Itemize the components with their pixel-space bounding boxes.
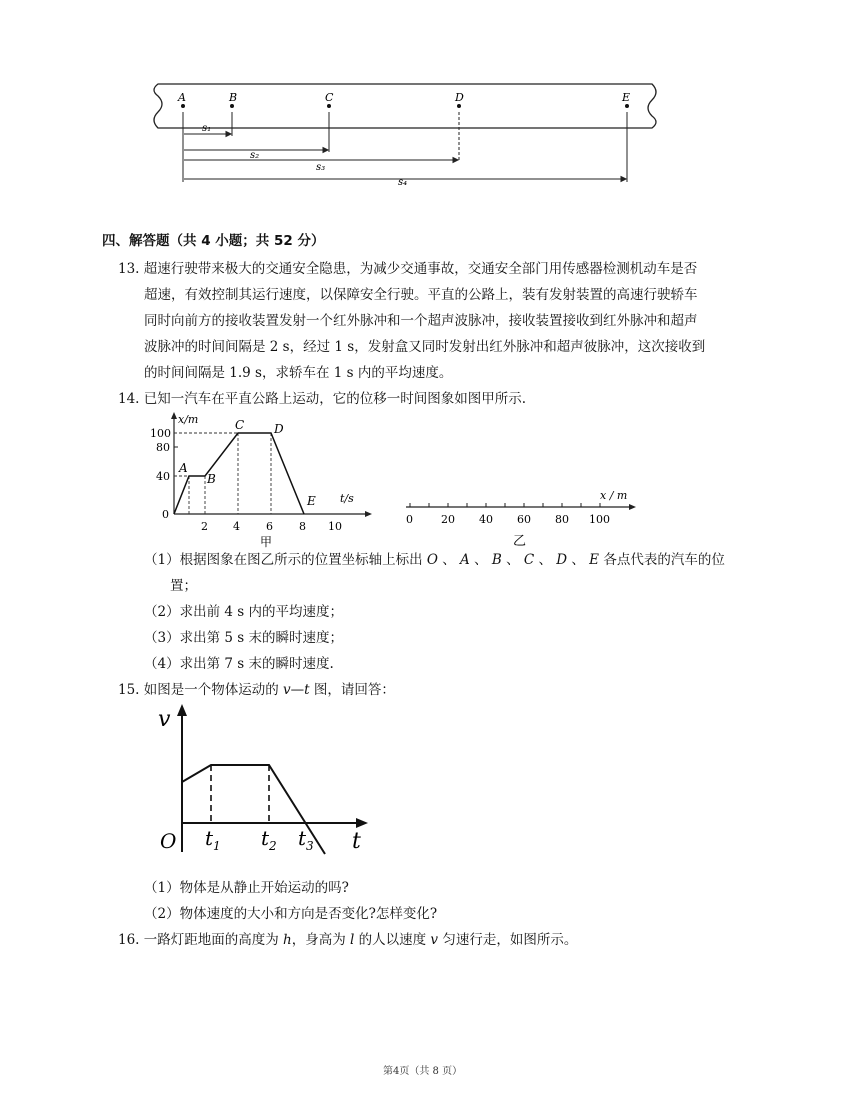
- vt-v-label: v: [158, 707, 171, 732]
- q14-sub-3: （3）求出第 5 s 末的瞬时速度；: [144, 630, 343, 646]
- graph-jia-point-b: B: [207, 472, 216, 486]
- strip-distance-s2: s₂: [250, 150, 260, 161]
- axis-yi-tick-60: 60: [517, 513, 531, 526]
- graph-jia-point-e: E: [307, 494, 316, 508]
- graph-jia-xtick-6: 6: [266, 520, 273, 533]
- graph-jia-ytick-40: 40: [156, 470, 170, 483]
- vt-origin: O: [160, 829, 177, 853]
- graph-jia-ytick-80: 80: [156, 441, 170, 454]
- page-footer: 第4页（共 8 页）: [383, 1066, 463, 1077]
- graph-jia-point-c: C: [235, 418, 245, 432]
- q14-sub-4: （4）求出第 7 s 末的瞬时速度.: [144, 656, 334, 672]
- section-heading: 四、解答题（共 4 小题；共 52 分）: [102, 233, 325, 249]
- graph-jia: [150, 410, 380, 550]
- graph-jia-xtick-10: 10: [328, 520, 342, 533]
- q16-stem: 16. 一路灯距地面的高度为 ℎ，身高为 𝑙 的人以速度 𝑣 匀速行走，如图所示。: [118, 932, 578, 948]
- axis-yi-tick-0: 0: [406, 513, 413, 526]
- axis-yi-caption: 乙: [513, 534, 527, 549]
- q13-line-1: 13. 超速行驶带来极大的交通安全隐患，为减少交通事故，交通安全部门用传感器检测机动车是否: [118, 261, 698, 277]
- graph-jia-x-label: t/s: [340, 492, 354, 505]
- strip-point-b: B: [229, 91, 238, 104]
- axis-yi-tick-80: 80: [555, 513, 569, 526]
- graph-jia-xtick-8: 8: [299, 520, 306, 533]
- q15-stem: 15. 如图是一个物体运动的 𝑣—𝑡 图，请回答：: [118, 682, 395, 698]
- strip-distance-s4: s₄: [398, 177, 408, 188]
- graph-jia-curve: [174, 433, 304, 514]
- vt-t1-label: $t_1$: [205, 826, 221, 853]
- axis-yi-tick-40: 40: [479, 513, 493, 526]
- axis-yi-tick-20: 20: [441, 513, 455, 526]
- graph-jia-ytick-0: 0: [162, 508, 169, 521]
- q14-stem: 14. 已知一汽车在平直公路上运动，它的位移一时间图象如图甲所示.: [118, 391, 527, 407]
- q13-line-3: 同时向前方的接收装置发射一个红外脉冲和一个超声波脉冲，接收装置接收到红外脉冲和超声: [144, 313, 698, 329]
- graph-jia-ytick-100: 100: [150, 427, 171, 440]
- q15-sub-2: （2）物体速度的大小和方向是否变化?怎样变化?: [144, 906, 438, 922]
- vt-graph: [150, 702, 380, 867]
- vt-t2-label: $t_2$: [261, 826, 277, 853]
- graph-jia-xtick-2: 2: [201, 520, 208, 533]
- vt-t3-label: $t_3$: [298, 826, 314, 853]
- strip-distance-s1: s₁: [202, 123, 212, 134]
- q13-line-4: 波脉冲的时间间隔是 2 s，经过 1 s，发射盒又同时发射出红外脉冲和超声彼脉冲，这次接收到: [144, 339, 706, 355]
- q13-line-2: 超速，有效控制其运行速度，以保障安全行驶。平直的公路上，装有发射装置的高速行驶轿车: [144, 287, 698, 303]
- graph-jia-xtick-4: 4: [233, 520, 240, 533]
- axis-yi-tick-100: 100: [589, 513, 610, 526]
- axis-yi-label: x / m: [600, 489, 628, 502]
- q15-sub-1: （1）物体是从静止开始运动的吗?: [144, 880, 349, 896]
- strip-figure: [140, 78, 670, 188]
- vt-t-label: t: [352, 829, 361, 854]
- q13-line-5: 的时间间隔是 1.9 s，求轿车在 1 s 内的平均速度。: [144, 365, 453, 381]
- strip-distance-s3: s₃: [316, 162, 326, 173]
- strip-point-d: D: [455, 91, 464, 104]
- q14-sub-1-cont: 置；: [170, 578, 197, 594]
- graph-jia-caption: 甲: [260, 535, 273, 549]
- strip-point-a: A: [178, 91, 186, 104]
- graph-jia-y-label: x/m: [178, 413, 199, 426]
- q14-sub-2: （2）求出前 4 s 内的平均速度；: [144, 604, 343, 620]
- strip-point-c: C: [325, 91, 334, 104]
- graph-jia-point-a: A: [179, 461, 188, 475]
- graph-jia-point-d: D: [274, 422, 284, 436]
- strip-point-e: E: [622, 91, 631, 104]
- q14-sub-1: （1）根据图象在图乙所示的位置坐标轴上标出 𝑂 、 𝐴 、 𝐵 、 𝐶 、 𝐷 、 𝐸 各点代表的汽车的位: [144, 552, 725, 568]
- axis-yi: [398, 485, 643, 550]
